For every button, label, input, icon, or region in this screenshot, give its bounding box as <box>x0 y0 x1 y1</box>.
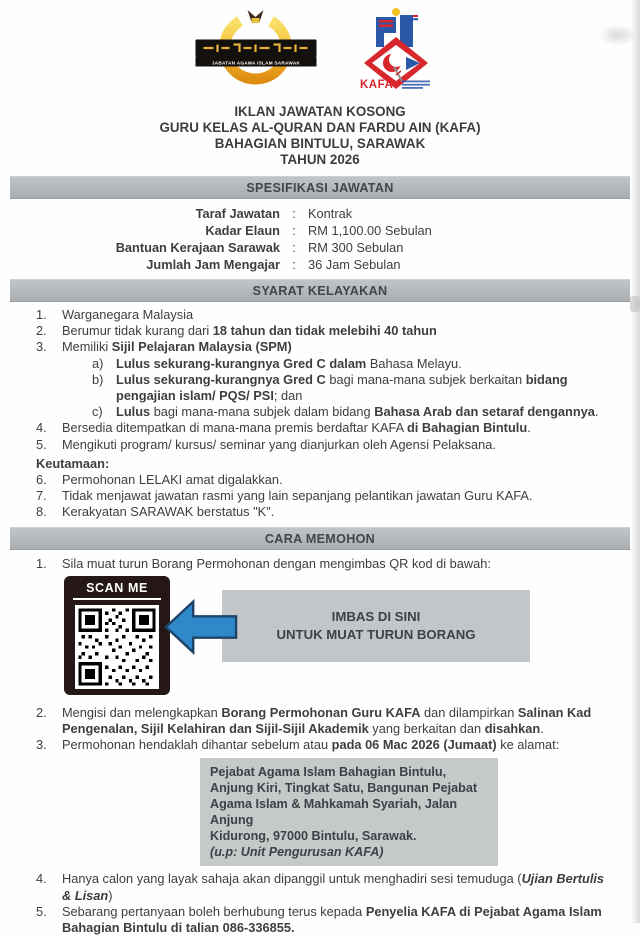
list-number: 2. <box>36 704 47 720</box>
scan-me-label: SCAN ME <box>73 581 161 600</box>
list-text: Sila muat turun Borang Permohonan dengan mengimbas QR kod di bawah: <box>62 555 491 571</box>
spec-value: RM 1,100.00 Sebulan <box>308 223 432 238</box>
syarat-list <box>0 307 640 453</box>
list-text: Permohonan hendaklah dihantar sebelum atau pada 06 Mac 2026 (Jumaat) ke alamat: <box>62 737 560 753</box>
list-item <box>0 323 640 339</box>
cara-steps-2-3 <box>0 705 640 754</box>
spec-colon: : <box>292 206 296 221</box>
spec-table <box>0 205 640 273</box>
qr-code-block <box>64 576 170 695</box>
imbas-banner-line: UNTUK MUAT TURUN BORANG <box>276 626 476 642</box>
list-item <box>0 488 640 504</box>
list-number: 1. <box>36 307 47 322</box>
list-text: Mengikuti program/ kursus/ seminar yang dianjurkan oleh Agensi Pelaksana. <box>62 436 496 452</box>
cara-step1 <box>0 556 640 572</box>
list-item <box>0 871 640 903</box>
header-logos <box>0 0 640 94</box>
list-number: 2. <box>36 323 47 339</box>
list-item <box>0 737 640 753</box>
list-item <box>0 556 640 572</box>
section-header-cara: CARA MEMOHON <box>10 527 630 550</box>
imbas-banner <box>222 590 530 662</box>
list-item <box>0 307 640 323</box>
address-line: Anjung Kiri, Tingkat Satu, Bangunan Pejabat <box>210 781 478 796</box>
list-number: 7. <box>36 488 47 504</box>
list-text: Memiliki Sijil Pelajaran Malaysia (SPM) <box>62 339 292 355</box>
title-line: GURU KELAS AL-QURAN DAN FARDU AIN (KAFA) <box>159 120 481 135</box>
spec-colon: : <box>292 257 296 272</box>
list-item <box>0 356 640 372</box>
title-line: IKLAN JAWATAN KOSONG <box>234 104 406 119</box>
keutamaan-heading: Keutamaan: <box>36 455 110 471</box>
spec-label: Taraf Jawatan <box>195 206 280 221</box>
list-number: 6. <box>36 472 47 488</box>
spec-value: 36 Jam Sebulan <box>308 257 401 272</box>
section-header-spesifikasi: SPESIFIKASI JAWATAN <box>10 176 630 199</box>
list-item <box>0 472 640 488</box>
spec-row <box>0 239 640 256</box>
spec-row <box>0 222 640 239</box>
address-box <box>200 758 498 866</box>
list-text: Permohonan LELAKI amat digalakkan. <box>62 472 283 488</box>
address-line: Pejabat Agama Islam Bahagian Bintulu, <box>210 765 447 780</box>
list-item <box>0 420 640 436</box>
list-item <box>0 705 640 737</box>
spec-label: Bantuan Kerajaan Sarawak <box>115 240 280 255</box>
spec-colon: : <box>292 240 296 255</box>
scan-artifact <box>630 296 640 312</box>
list-text: Mengisi dan melengkapkan Borang Permohonan Guru KAFA dan dilampirkan Salinan Kad Pengenalan, Sijil Kelahiran dan Sijil-Sijil Akademik yang berkaitan dan disahkan. <box>62 704 592 737</box>
list-number: 3. <box>36 737 47 753</box>
list-number: 5. <box>36 436 47 452</box>
spec-row <box>0 205 640 222</box>
list-text: Lulus sekurang-kurangnya Gred C dalam Bahasa Melayu. <box>116 355 462 371</box>
list-text: Tidak menjawat jawatan rasmi yang lain sepanjang pelantikan jawatan Guru KAFA. <box>62 488 533 504</box>
list-number: b) <box>92 371 104 387</box>
section-header-syarat: SYARAT KELAYAKAN <box>10 279 630 302</box>
spec-label: Jumlah Jam Mengajar <box>146 257 280 272</box>
list-number: a) <box>92 355 104 371</box>
kafa-logo-label: KAFA <box>360 78 394 91</box>
jais-logo <box>192 8 320 93</box>
spec-value: RM 300 Sebulan <box>308 240 404 255</box>
list-text: Berumur tidak kurang dari 18 tahun dan tidak melebihi 40 tahun <box>62 323 437 339</box>
list-number: 8. <box>36 504 47 520</box>
list-text: Sebarang pertanyaan boleh berhubung terus kepada Penyelia KAFA di Pejabat Agama Islam Bahagian Bintulu di talian 086-336855. <box>62 903 602 936</box>
spec-row <box>0 256 640 273</box>
scan-artifact <box>598 24 638 46</box>
title-line: TAHUN 2026 <box>280 152 360 167</box>
title-line: BAHAGIAN BINTULU, SARAWAK <box>214 136 426 151</box>
spec-value: Kontrak <box>308 206 353 221</box>
list-text: Lulus sekurang-kurangnya Gred C bagi mana-mana subjek berkaitan bidang pengajian islam/ PQS/ PSI; dan <box>116 371 568 404</box>
list-item <box>0 504 640 520</box>
list-text: Warganegara Malaysia <box>62 307 194 322</box>
keutamaan-list <box>0 472 640 521</box>
list-item <box>0 339 640 355</box>
spec-label: Kadar Elaun <box>205 223 280 238</box>
qr-code-icon <box>75 605 159 689</box>
list-item <box>0 904 640 936</box>
left-arrow-icon <box>164 598 238 656</box>
qr-row <box>64 576 640 700</box>
list-number: c) <box>92 404 103 420</box>
list-number: 5. <box>36 903 47 919</box>
address-line: Kidurong, 97000 Bintulu, Sarawak. <box>210 829 417 844</box>
spec-colon: : <box>292 223 296 238</box>
kafa-logo <box>344 7 448 94</box>
list-item <box>0 372 640 404</box>
list-text: Lulus bagi mana-mana subjek dalam bidang Bahasa Arab dan setaraf dengannya. <box>116 404 599 420</box>
address-line: Agama Islam & Mahkamah Syariah, Jalan Anjung <box>210 797 458 828</box>
address-attention-line: (u.p: Unit Pengurusan KAFA) <box>210 845 384 860</box>
list-item <box>0 404 640 420</box>
jais-crescent-emblem-icon <box>192 8 320 90</box>
document-title <box>0 104 640 168</box>
list-text: Kerakyatan SARAWAK berstatus "K". <box>62 504 275 520</box>
imbas-banner-line: IMBAS DI SINI <box>331 608 421 624</box>
list-number: 4. <box>36 420 47 436</box>
cara-steps-4-5 <box>0 871 640 936</box>
list-item <box>0 437 640 453</box>
jais-logo-caption: JABATAN AGAMA ISLAM SARAWAK <box>211 59 301 65</box>
list-number: 3. <box>36 339 47 355</box>
kafa-emblem-icon <box>344 7 448 91</box>
list-number: 4. <box>36 871 47 887</box>
list-text: Hanya calon yang layak sahaja akan dipanggil untuk menghadiri sesi temuduga (Ujian Bertulis & Lisan) <box>62 871 605 903</box>
list-number: 1. <box>36 555 47 571</box>
list-text: Bersedia ditempatkan di mana-mana premis berdaftar KAFA di Bahagian Bintulu. <box>62 420 531 436</box>
